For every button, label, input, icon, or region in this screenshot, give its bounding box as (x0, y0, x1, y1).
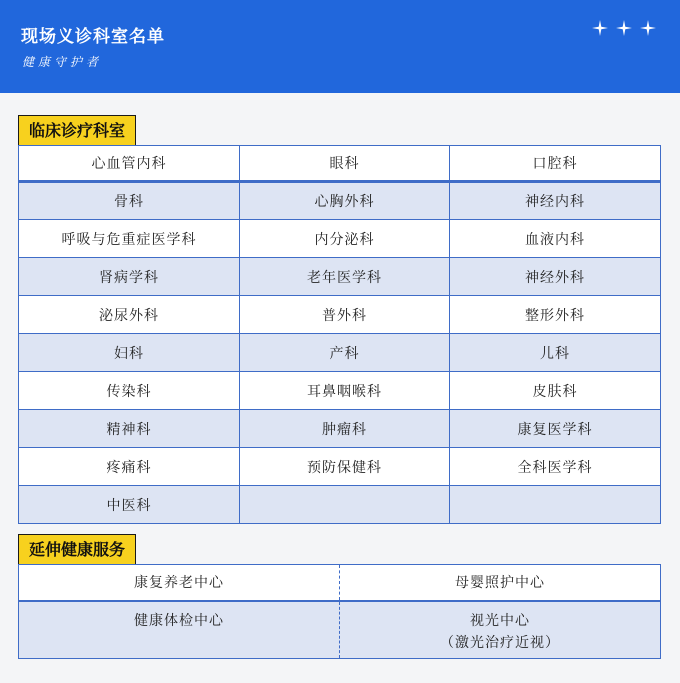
table-cell: 健康体检中心 (19, 601, 340, 659)
table-cell: 全科医学科 (450, 448, 661, 486)
table-cell: 泌尿外科 (19, 296, 240, 334)
table-cell: 眼科 (240, 146, 450, 182)
table-cell: 肾病学科 (19, 258, 240, 296)
table-row (19, 220, 661, 258)
table-cell: 呼吸与危重症医学科 (19, 220, 240, 258)
table-cell: 口腔科 (450, 146, 661, 182)
table-cell: 母婴照护中心 (340, 565, 661, 601)
table-cell: 疼痛科 (19, 448, 240, 486)
page-header (0, 0, 680, 93)
table-cell: 妇科 (19, 334, 240, 372)
service-note: （激光治疗近视） (440, 634, 560, 651)
table-cell: 康复医学科 (450, 410, 661, 448)
table-cell: 心血管内科 (19, 146, 240, 182)
table-cell: 精神科 (19, 410, 240, 448)
service-name: 视光中心 (470, 612, 530, 629)
clinical-departments-table (18, 145, 661, 524)
table-cell: 神经内科 (450, 182, 661, 220)
table-cell: 耳鼻咽喉科 (240, 372, 450, 410)
table-cell: 整形外科 (450, 296, 661, 334)
table-cell: 产科 (240, 334, 450, 372)
table-cell (340, 601, 661, 659)
page-subtitle: 健康守护者 (22, 55, 103, 69)
table-cell: 儿科 (450, 334, 661, 372)
sparkle-icon (616, 20, 632, 36)
table-cell: 传染科 (19, 372, 240, 410)
table-cell: 皮肤科 (450, 372, 661, 410)
table-cell: 内分泌科 (240, 220, 450, 258)
sparkle-group (592, 20, 656, 36)
table-cell: 神经外科 (450, 258, 661, 296)
table-row (19, 334, 661, 372)
table-cell: 中医科 (19, 486, 240, 524)
table-row (19, 372, 661, 410)
table-row (19, 258, 661, 296)
table-cell: 骨科 (19, 182, 240, 220)
table-row (19, 410, 661, 448)
table-header-row (19, 146, 661, 182)
table-cell (240, 486, 450, 524)
section-tag-clinical: 临床诊疗科室 (18, 115, 136, 146)
table-cell: 老年医学科 (240, 258, 450, 296)
table-row (19, 601, 661, 659)
sparkle-icon (640, 20, 656, 36)
sparkle-icon (592, 20, 608, 36)
table-cell (450, 486, 661, 524)
table-row (19, 296, 661, 334)
table-row (19, 182, 661, 220)
section-tag-extended: 延伸健康服务 (18, 534, 136, 565)
table-cell: 心胸外科 (240, 182, 450, 220)
table-cell: 普外科 (240, 296, 450, 334)
table-cell: 预防保健科 (240, 448, 450, 486)
page-title: 现场义诊科室名单 (21, 27, 165, 47)
table-row (19, 448, 661, 486)
extended-services-table (18, 564, 661, 659)
table-row (19, 565, 661, 601)
table-cell: 康复养老中心 (19, 565, 340, 601)
table-cell: 肿瘤科 (240, 410, 450, 448)
table-row (19, 486, 661, 524)
table-cell: 血液内科 (450, 220, 661, 258)
